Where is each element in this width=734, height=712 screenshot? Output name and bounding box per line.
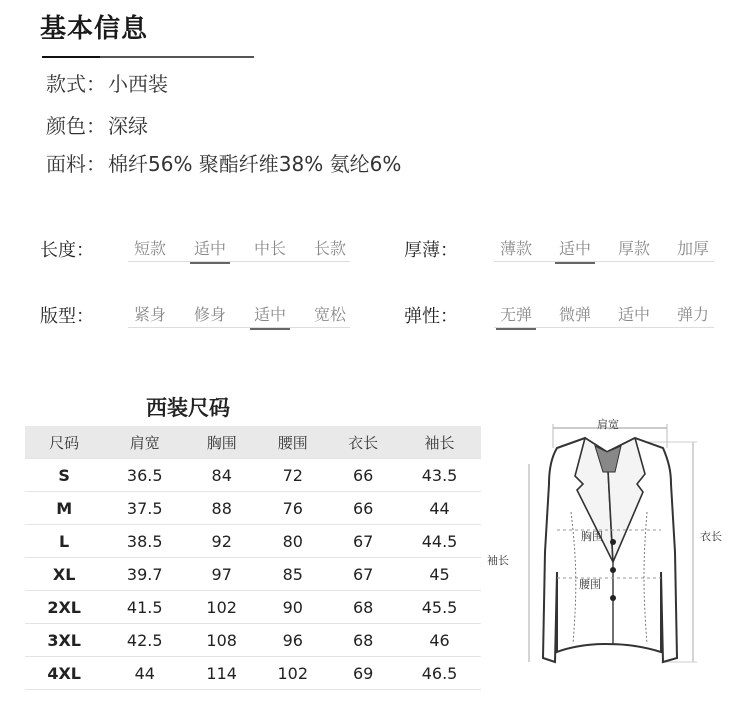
table-cell: 90 — [257, 591, 328, 624]
size-cell: 2XL — [25, 591, 103, 624]
option-stretch: 弹力 — [676, 305, 709, 324]
option-tight: 紧身 — [133, 305, 166, 324]
table-cell: 68 — [328, 591, 398, 624]
info-label: 款式： — [46, 72, 106, 96]
size-cell: XL — [25, 558, 103, 591]
option-medium-selected: 适中 — [190, 236, 230, 264]
header-cell: 肩宽 — [103, 426, 186, 459]
attr-label-thickness: 厚薄： — [404, 240, 458, 261]
option-medium-stretch: 适中 — [617, 305, 650, 324]
table-cell: 42.5 — [103, 624, 186, 657]
table-cell: 45.5 — [398, 591, 481, 624]
table-cell: 44.5 — [398, 525, 481, 558]
table-cell: 97 — [186, 558, 257, 591]
attr-label-elasticity: 弹性： — [404, 306, 458, 327]
info-color — [46, 110, 148, 139]
option-regular-selected: 适中 — [250, 302, 290, 330]
table-cell: 84 — [186, 459, 257, 492]
waist-label: 腰围 — [579, 578, 601, 591]
table-cell: 102 — [186, 591, 257, 624]
table-cell: 85 — [257, 558, 328, 591]
table-cell: 67 — [328, 525, 398, 558]
header-cell: 尺码 — [25, 426, 103, 459]
option-long: 长款 — [313, 239, 346, 258]
button-icon — [610, 595, 616, 601]
table-cell: 37.5 — [103, 492, 186, 525]
table-cell: 68 — [328, 624, 398, 657]
table-cell: 67 — [328, 558, 398, 591]
table-row — [25, 624, 481, 657]
table-row — [25, 591, 481, 624]
header-cell: 衣长 — [328, 426, 398, 459]
chest-label: 胸围 — [581, 530, 603, 543]
option-short: 短款 — [133, 239, 166, 258]
table-cell: 46.5 — [398, 657, 481, 690]
option-mid-long: 中长 — [253, 239, 286, 258]
table-cell: 45 — [398, 558, 481, 591]
header-cell: 胸围 — [186, 426, 257, 459]
size-cell: 4XL — [25, 657, 103, 690]
size-cell: 3XL — [25, 624, 103, 657]
table-cell: 43.5 — [398, 459, 481, 492]
button-icon — [610, 567, 616, 573]
info-label: 颜色： — [46, 114, 106, 138]
table-row — [25, 657, 481, 690]
table-cell: 80 — [257, 525, 328, 558]
table-cell: 92 — [186, 525, 257, 558]
size-table-header — [25, 426, 481, 459]
section-title: 基本信息 — [40, 14, 149, 44]
title-underline — [42, 56, 254, 58]
option-slight-stretch: 微弹 — [558, 305, 591, 324]
table-cell: 69 — [328, 657, 398, 690]
header-cell: 袖长 — [398, 426, 481, 459]
info-value: 小西装 — [108, 72, 168, 96]
button-icon — [610, 539, 616, 545]
table-row — [25, 558, 481, 591]
option-medium-selected: 适中 — [555, 236, 595, 264]
table-row — [25, 459, 481, 492]
header-cell: 腰围 — [257, 426, 328, 459]
info-style — [46, 68, 168, 97]
table-cell: 114 — [186, 657, 257, 690]
blazer-measurement-diagram — [485, 412, 729, 702]
info-value: 棉纤56% 聚酯纤维38% 氨纶6% — [108, 152, 402, 176]
table-cell: 88 — [186, 492, 257, 525]
table-cell: 102 — [257, 657, 328, 690]
table-row — [25, 525, 481, 558]
table-cell: 108 — [186, 624, 257, 657]
size-cell: L — [25, 525, 103, 558]
attr-label-fit: 版型： — [40, 306, 94, 327]
size-cell: M — [25, 492, 103, 525]
table-cell: 39.7 — [103, 558, 186, 591]
info-fabric — [46, 148, 401, 177]
option-slim: 修身 — [193, 305, 226, 324]
table-cell: 96 — [257, 624, 328, 657]
size-table — [25, 426, 481, 690]
table-cell: 46 — [398, 624, 481, 657]
shoulder-label: 肩宽 — [597, 418, 619, 431]
table-cell: 44 — [398, 492, 481, 525]
option-thin: 薄款 — [499, 239, 532, 258]
table-cell: 66 — [328, 459, 398, 492]
info-label: 面料： — [46, 152, 106, 176]
attr-label-length: 长度： — [40, 240, 94, 261]
size-table-title: 西装尺码 — [146, 396, 230, 420]
table-cell: 44 — [103, 657, 186, 690]
table-cell: 76 — [257, 492, 328, 525]
option-loose: 宽松 — [313, 305, 346, 324]
table-row — [25, 492, 481, 525]
option-extra-thick: 加厚 — [676, 239, 709, 258]
sleeve-label: 袖长 — [487, 554, 509, 567]
option-thick: 厚款 — [617, 239, 650, 258]
table-cell: 66 — [328, 492, 398, 525]
option-no-stretch-selected: 无弹 — [496, 302, 536, 330]
length-label: 衣长 — [700, 530, 722, 543]
table-cell: 72 — [257, 459, 328, 492]
table-cell: 41.5 — [103, 591, 186, 624]
table-cell: 36.5 — [103, 459, 186, 492]
info-value: 深绿 — [108, 114, 148, 138]
table-cell: 38.5 — [103, 525, 186, 558]
size-cell: S — [25, 459, 103, 492]
